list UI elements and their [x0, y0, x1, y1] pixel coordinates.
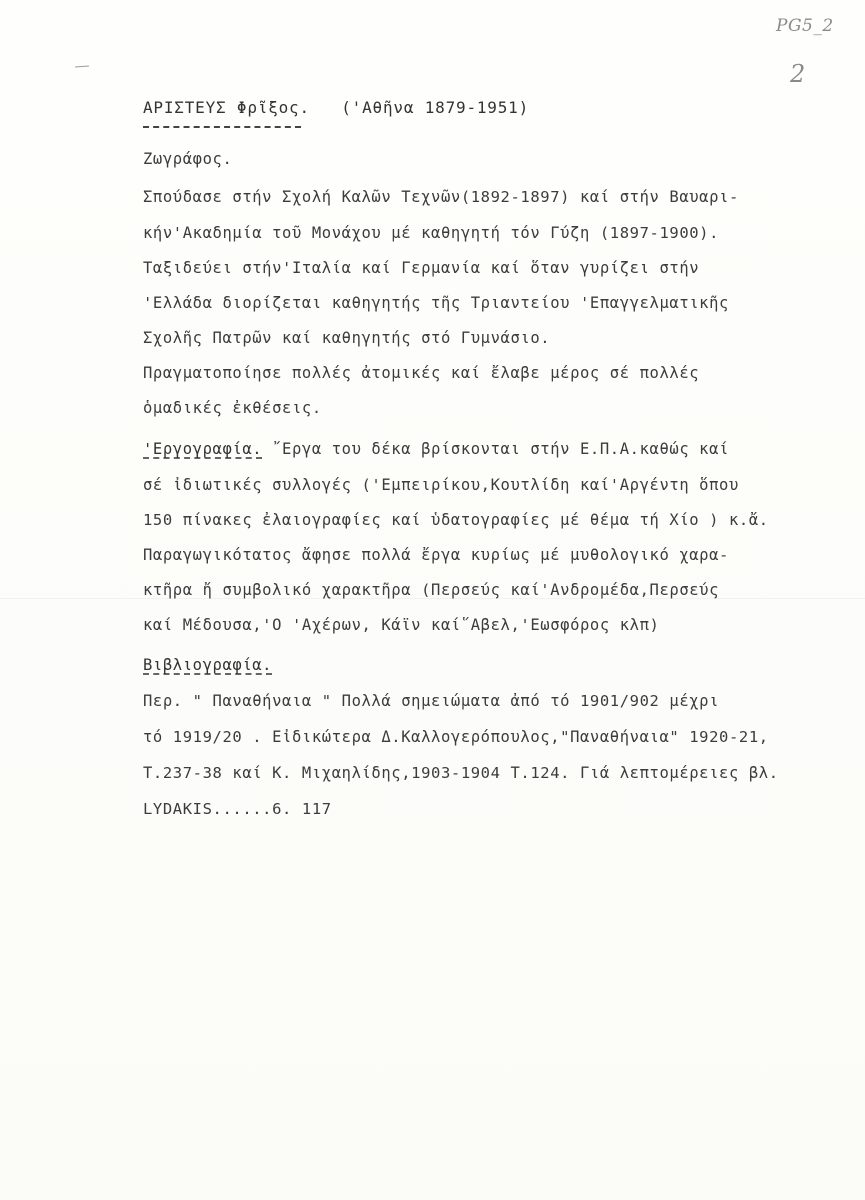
handwritten-reference-code: PG5_2	[776, 16, 834, 36]
title-underline	[143, 126, 301, 128]
bio-line: Πραγματοποίησε πολλές ἀτομικές καί ἔλαβε μέρος σέ πολλές	[143, 364, 700, 382]
pencil-dash-mark	[75, 66, 89, 68]
works-line: καί Μέδουσα,'Ο 'Αχέρων, Κάϊν καί῞Αβελ,'Εωσφόρος κλπ)	[143, 616, 660, 634]
works-line: σέ ἰδιωτικές συλλογές ('Εμπειρίκου,Κουτλίδη καί'Αργέντη ὅπου	[143, 476, 739, 494]
bio-line: κήν'Ακαδημία τοῦ Μονάχου μέ καθηγητή τόν Γύζη (1897-1900).	[143, 224, 720, 242]
bibliography-line: Περ. " Παναθήναια " Πολλά σημειώματα ἀπό τό 1901/902 μέχρι	[143, 692, 720, 710]
birth-place-dates: ('Αθῆνα 1879-1951)	[341, 98, 530, 117]
works-first-line-text: ῎Εργα του δέκα βρίσκονται στήν Ε.Π.Α.καθώς καί	[262, 440, 729, 458]
works-heading: 'Εργογραφία.	[143, 440, 263, 458]
works-line: Παραγωγικότατος ἄφησε πολλά ἔργα κυρίως μέ μυθολογικό χαρα-	[143, 546, 729, 564]
bio-line: Σχολῆς Πατρῶν καί καθηγητής στό Γυμνάσιο.	[143, 329, 551, 347]
bio-line: Σπούδασε στήν Σχολή Καλῶν Τεχνῶν(1892-1897) καί στήν Βαυαρι-	[143, 188, 739, 206]
profession-line: Ζωγράφος.	[143, 150, 233, 168]
handwritten-page-number: 2	[790, 60, 806, 88]
bibliography-line: LYDAKIS......6. 117	[143, 800, 332, 818]
bio-line: 'Ελλάδα διορίζεται καθηγητής τῆς Τριαντείου 'Επαγγελματικῆς	[143, 294, 729, 312]
works-line: 150 πίνακες ἐλαιογραφίες καί ὑδατογραφίες μέ θέμα τή Χίο ) κ.ἄ.	[143, 511, 769, 529]
bibliography-line: Τ.237-38 καί Κ. Μιχαηλίδης,1903-1904 Τ.124. Γιά λεπτομέρειες βλ.	[143, 764, 779, 782]
bibliography-heading-line	[143, 656, 272, 674]
bibliography-heading: Βιβλιογραφία.	[143, 656, 273, 674]
artist-name: ΑΡΙΣΤΕΥΣ Φρῖξος.	[143, 98, 310, 117]
entry-title	[143, 98, 529, 117]
bibliography-line: τό 1919/20 . Εἰδικώτερα Δ.Καλλογερόπουλος,"Παναθήναια" 1920-21,	[143, 728, 769, 746]
bio-line: Ταξιδεύει στήν'Ιταλία καί Γερμανία καί ὅταν γυρίζει στήν	[143, 259, 700, 277]
bio-line: ὁμαδικές ἐκθέσεις.	[143, 399, 322, 417]
works-line: κτῆρα ἤ συμβολικό χαρακτῆρα (Περσεύς καί'Ανδρομέδα,Περσεύς	[143, 581, 720, 599]
works-first-line	[143, 440, 729, 458]
